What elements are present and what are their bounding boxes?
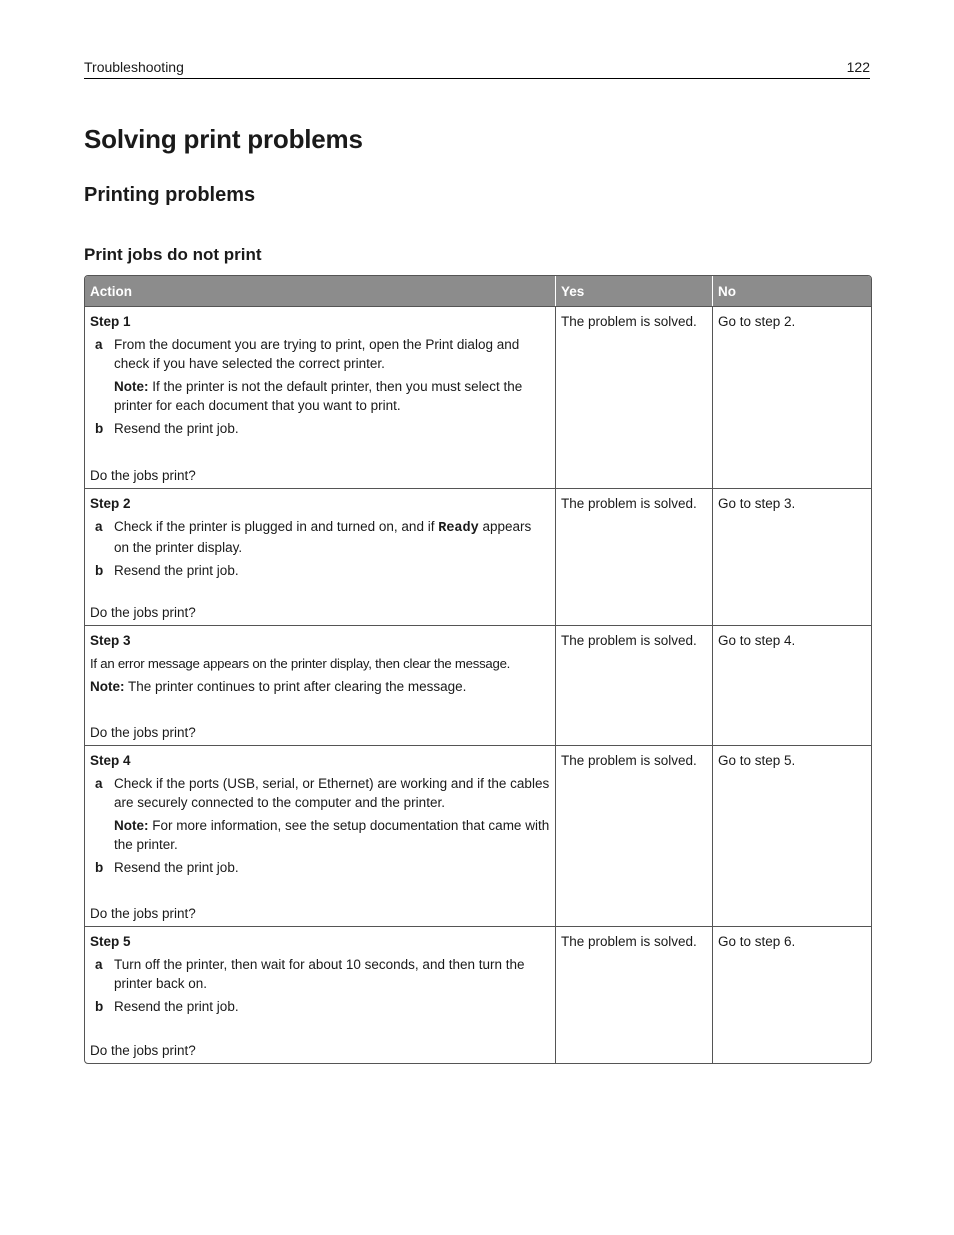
sub-step-b <box>90 419 550 438</box>
step-title: Step 4 <box>90 753 131 768</box>
column-header-yes: Yes <box>556 276 713 306</box>
sub-step-a <box>90 955 550 993</box>
note-text: The printer continues to print after clearing the message. <box>124 679 467 694</box>
sub-step-label: a <box>95 776 103 791</box>
sub-step-text <box>114 517 550 557</box>
sub-step-a <box>90 335 550 373</box>
yes-cell: The problem is solved. <box>556 927 713 1063</box>
sub-step-label: a <box>95 519 103 534</box>
sub-step-text: Check if the ports (USB, serial, or Ethernet) are working and if the cables are securely connected to the computer and the printer. <box>114 776 550 810</box>
note-label: Note: <box>114 818 149 833</box>
step-title: Step 5 <box>90 934 131 949</box>
no-cell: Go to step 3. <box>718 496 796 511</box>
sub-step-b <box>90 858 550 877</box>
sub-step-b <box>90 561 550 580</box>
step-title: Step 3 <box>90 633 131 648</box>
troubleshooting-table <box>84 275 872 1064</box>
sub-step-label: a <box>95 957 103 972</box>
question: Do the jobs print? <box>90 468 196 483</box>
sub-step-text: From the document you are trying to print, open the Print dialog and check if you have selected the correct printer. <box>114 337 520 371</box>
sub-step-text: Turn off the printer, then wait for about 10 seconds, and then turn the printer back on. <box>114 957 525 991</box>
note <box>114 816 550 854</box>
table-row <box>85 745 871 926</box>
sub-step-a <box>90 517 550 557</box>
yes-cell: The problem is solved. <box>556 746 713 926</box>
sub-step-label: b <box>95 563 104 578</box>
note <box>90 677 550 696</box>
table-row <box>85 488 871 625</box>
question: Do the jobs print? <box>90 725 196 740</box>
question: Do the jobs print? <box>90 906 196 921</box>
no-cell: Go to step 2. <box>718 314 796 329</box>
sub-step-a <box>90 774 550 812</box>
page-number: 122 <box>846 59 870 75</box>
status-code: Ready <box>438 521 479 536</box>
note-text: If the printer is not the default printer, then you must select the printer for each document that you want to print. <box>114 379 523 413</box>
sub-step-label: a <box>95 337 103 352</box>
table-header <box>85 276 871 306</box>
note-label: Note: <box>114 379 149 394</box>
note <box>114 377 550 415</box>
question: Do the jobs print? <box>90 1043 196 1058</box>
note-label: Note: <box>90 679 125 694</box>
yes-cell: The problem is solved. <box>556 307 713 488</box>
sub-step-text-part: Check if the printer is plugged in and turned on, and if <box>114 519 439 534</box>
action-cell <box>85 927 556 1063</box>
step-text: If an error message appears on the printer display, then clear the message. <box>90 656 511 671</box>
sub-step-text: Resend the print job. <box>114 999 239 1014</box>
column-header-no: No <box>718 284 736 299</box>
action-cell <box>85 626 556 745</box>
action-cell <box>85 489 556 625</box>
step-title: Step 2 <box>90 496 131 511</box>
table-row <box>85 625 871 745</box>
topic-title: Print jobs do not print <box>84 245 262 264</box>
yes-cell: The problem is solved. <box>556 489 713 625</box>
step-title: Step 1 <box>90 314 131 329</box>
no-cell: Go to step 6. <box>718 934 796 949</box>
question: Do the jobs print? <box>90 605 196 620</box>
section-title: Printing problems <box>84 184 256 206</box>
action-cell <box>85 307 556 488</box>
action-cell <box>85 746 556 926</box>
note-text: For more information, see the setup documentation that came with the printer. <box>114 818 550 852</box>
table-row <box>85 306 871 488</box>
yes-cell: The problem is solved. <box>556 626 713 745</box>
sub-step-text: Resend the print job. <box>114 860 239 875</box>
page-header <box>84 59 870 79</box>
no-cell: Go to step 4. <box>718 633 796 648</box>
page-title: Solving print problems <box>84 124 363 154</box>
column-header-action: Action <box>85 276 556 306</box>
header-section: Troubleshooting <box>84 59 184 75</box>
sub-step-text-part: appears on the printer display. <box>114 519 532 555</box>
no-cell: Go to step 5. <box>718 753 796 768</box>
sub-step-text: Resend the print job. <box>114 421 239 436</box>
sub-step-b <box>90 997 550 1016</box>
sub-step-text: Resend the print job. <box>114 563 239 578</box>
sub-step-label: b <box>95 999 104 1014</box>
sub-step-label: b <box>95 421 104 436</box>
table-row <box>85 926 871 1063</box>
sub-step-label: b <box>95 860 104 875</box>
